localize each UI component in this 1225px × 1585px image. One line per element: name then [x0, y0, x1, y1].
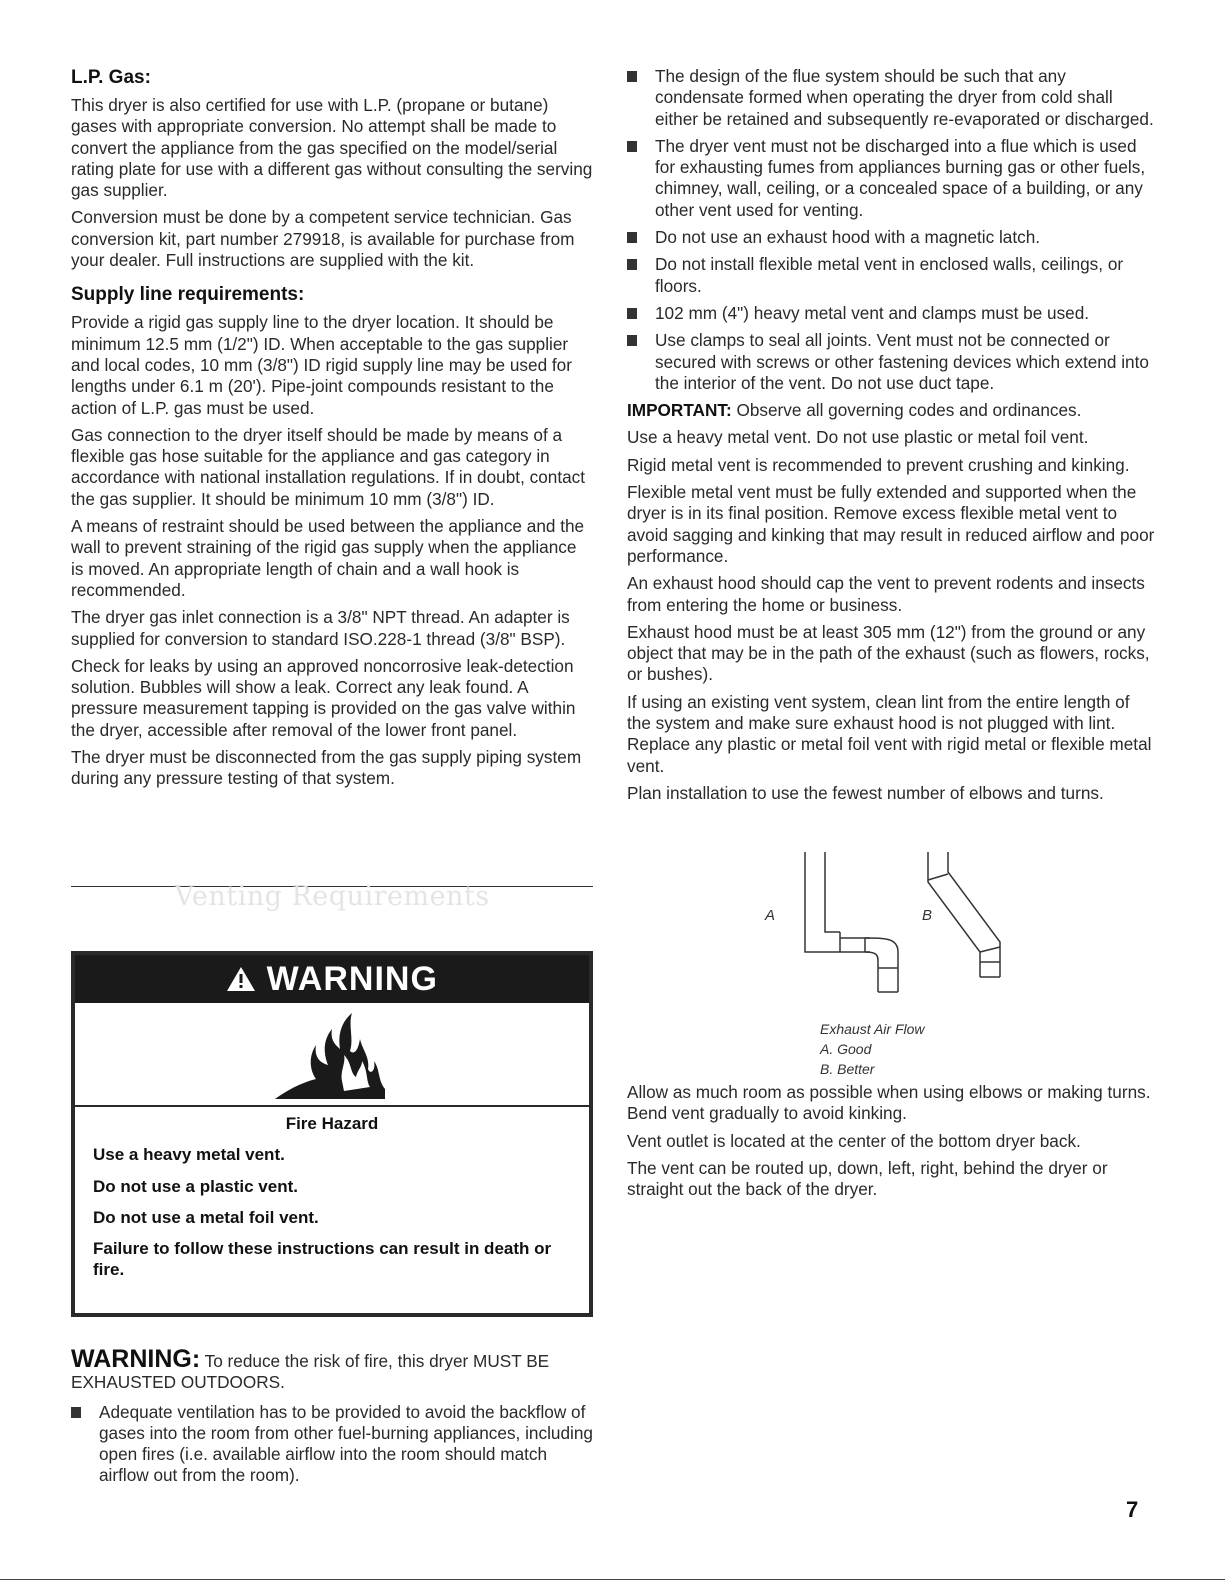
- important-text: Observe all governing codes and ordinances.: [731, 400, 1082, 421]
- vent-paragraph-5: Exhaust hood must be at least 305 mm (12") from the ground or any object that may be in the path of the exhaust (such as flowers, rocks, or bushes).: [627, 621, 1150, 685]
- vent-paragraph-9: Vent outlet is located at the center of the bottom dryer back.: [627, 1130, 1081, 1151]
- supply-paragraph-5: Check for leaks by using an approved noncorrosive leak-detection solution. Bubbles will show a leak. Correct any leak found. A pressure measurement tapping is provided on the gas valve within the dryer, accessible after removal of the lower front panel.: [71, 655, 576, 740]
- caption-b: B. Better: [820, 1061, 875, 1077]
- warning-label: WARNING:: [71, 1345, 201, 1373]
- bullet-item: Use clamps to seal all joints. Vent must not be connected or secured with screws or other fastening devices which extend into the interior of the vent. Do not use duct tape.: [627, 330, 1157, 394]
- warning-line-2: Do not use a plastic vent.: [93, 1176, 298, 1196]
- important-label: IMPORTANT:: [627, 400, 732, 421]
- fire-icon-area: [75, 1003, 589, 1107]
- exhaust-air-flow-diagram: [760, 852, 1020, 1032]
- supply-paragraph-3: A means of restraint should be used between the appliance and the wall to prevent straining of the rigid gas supply when the appliance is moved. An appropriate length of chain and a wall hook is recommended.: [71, 516, 585, 600]
- supply-paragraph-4: The dryer gas inlet connection is a 3/8" NPT thread. An adapter is supplied for conversion to standard ISO.228-1 thread (3/8" BSP).: [71, 607, 570, 649]
- ventilation-bullet-list: [71, 1402, 593, 1487]
- page-number: 7: [1126, 1497, 1139, 1522]
- vent-paragraph-6: If using an existing vent system, clean lint from the entire length of the system and make sure exhaust hood is not plugged with lint. Replace any plastic or metal foil vent with rigid metal or flexible metal vent.: [627, 691, 1152, 776]
- caption-title: Exhaust Air Flow: [820, 1021, 925, 1037]
- lp-gas-paragraph-1: This dryer is also certified for use with L.P. (propane or butane) gases with appropriate conversion. No attempt shall be made to convert the appliance from the gas specified on the model/serial rating plate for use with a different gas without consulting the serving gas supplier.: [71, 95, 593, 201]
- warning-banner-text: WARNING: [266, 960, 438, 998]
- supply-paragraph-6: The dryer must be disconnected from the gas supply piping system during any pressure testing of that system.: [71, 747, 582, 789]
- bullet-item: 102 mm (4") heavy metal vent and clamps must be used.: [627, 303, 1157, 324]
- diagram-caption: [820, 1019, 925, 1079]
- warning-line-1: Use a heavy metal vent.: [93, 1145, 285, 1165]
- caption-a: A. Good: [820, 1041, 872, 1057]
- warning-banner: [75, 955, 589, 1003]
- vent-paragraph-10: The vent can be routed up, down, left, right, behind the dryer or straight out the back of the dryer.: [627, 1157, 1108, 1200]
- supply-paragraph-1: Provide a rigid gas supply line to the dryer location. It should be minimum 12.5 mm (1/2") ID. When acceptable to the gas supplier and local codes, 10 mm (3/8") ID rigid supply line may be used for lengths under 6.1 m (20'). Pipe-joint compounds resistant to the action of L.P. gas must be used.: [71, 312, 572, 418]
- vent-paragraph-8: Allow as much room as possible when using elbows or making turns. Bend vent gradually to avoid kinking.: [627, 1082, 1151, 1124]
- warning-line-4: Failure to follow these instructions can result in death or fire.: [93, 1239, 552, 1280]
- vent-paragraph-4: An exhaust hood should cap the vent to prevent rodents and insects from entering the home or business.: [627, 573, 1145, 615]
- bullet-item: The dryer vent must not be discharged into a flue which is used for exhausting fumes from appliances burning gas or other fuels, chimney, wall, ceiling, or a concealed space of a building, or any other vent used for venting.: [627, 136, 1157, 221]
- exhaust-outdoors-warning: [71, 1345, 593, 1493]
- vent-paragraph-7: Plan installation to use the fewest number of elbows and turns.: [627, 782, 1104, 803]
- vent-paragraph-1: Use a heavy metal vent. Do not use plastic or metal foil vent.: [627, 427, 1089, 448]
- vent-paragraph-3: Flexible metal vent must be fully extended and supported when the dryer is in its final position. Remove excess flexible metal vent to avoid sagging and kinking that may result in reduced airflow and poor performance.: [627, 482, 1155, 566]
- right-column: [627, 66, 1157, 810]
- venting-requirements-title: Venting Requirements: [174, 881, 490, 912]
- right-column-lower: [627, 1082, 1157, 1206]
- diagram-label-b: B: [922, 907, 933, 924]
- bullet-item: Do not install flexible metal vent in enclosed walls, ceilings, or floors.: [627, 254, 1157, 297]
- page-bottom-rule: [0, 1579, 1225, 1580]
- warning-body: [75, 1107, 589, 1281]
- left-column: [71, 66, 593, 796]
- fire-icon: [270, 1011, 390, 1101]
- fire-hazard-title: Fire Hazard: [285, 1114, 379, 1133]
- bullet-item: Do not use an exhaust hood with a magnetic latch.: [627, 227, 1157, 248]
- fire-hazard-warning-box: [71, 951, 593, 1317]
- supply-line-heading: Supply line requirements:: [71, 284, 305, 306]
- lp-gas-heading: L.P. Gas:: [71, 67, 151, 88]
- ventilation-bullet: Adequate ventilation has to be provided to avoid the backflow of gases into the room from other fuel-burning appliances, including open fires (i.e. available airflow into the room should match airflow out from the room).: [71, 1402, 593, 1487]
- vent-paragraph-2: Rigid metal vent is recommended to prevent crushing and kinking.: [627, 454, 1130, 475]
- lp-gas-paragraph-2: Conversion must be done by a competent service technician. Gas conversion kit, part number 279918, is available for purchase from your dealer. Full instructions are supplied with the kit.: [71, 207, 575, 271]
- vent-routing-figure: [760, 852, 1020, 1027]
- warning-text: To reduce the risk of fire, this dryer MUST BE EXHAUSTED OUTDOORS.: [71, 1351, 550, 1393]
- warning-triangle-icon: [226, 960, 266, 998]
- flue-bullet-list: [627, 66, 1157, 394]
- warning-line-3: Do not use a metal foil vent.: [93, 1207, 319, 1227]
- supply-paragraph-2: Gas connection to the dryer itself should be made by means of a flexible gas hose suitable for the appliance and gas category in accordance with national installation regulations. If in doubt, contact the gas supplier. It should be minimum 10 mm (3/8") ID.: [71, 424, 586, 509]
- diagram-label-a: A: [765, 907, 776, 924]
- bullet-item: The design of the flue system should be such that any condensate formed when operating the dryer from cold shall either be retained and subsequently re-evaporated or discharged.: [627, 66, 1157, 130]
